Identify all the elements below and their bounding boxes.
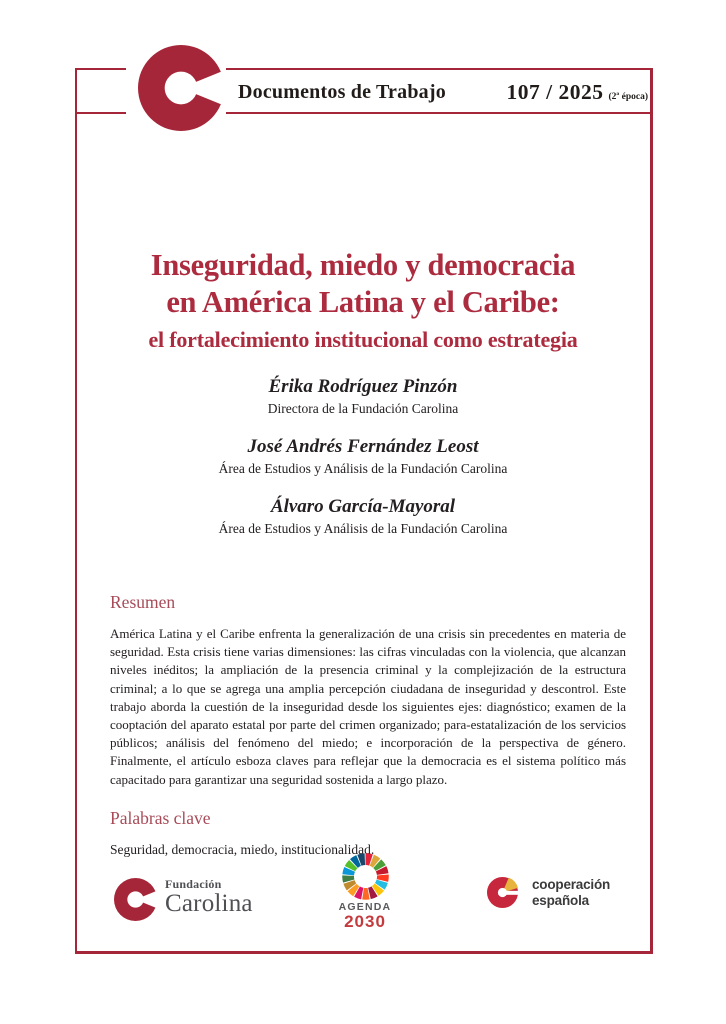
- carolina-label: Carolina: [165, 890, 253, 917]
- abstract-section: [110, 591, 626, 871]
- author-entry: [80, 435, 646, 477]
- issue-line: [380, 79, 648, 110]
- palabras-clave-heading: Palabras clave: [110, 807, 211, 828]
- authors-block: [80, 375, 646, 555]
- fundacion-carolina-c-icon: [138, 45, 224, 131]
- issue-epoch-note: (2ª época): [608, 92, 648, 102]
- agenda-label: AGENDA: [338, 901, 392, 913]
- frame-bottom-border: [75, 951, 653, 954]
- series-title: Documentos de Trabajo: [238, 81, 446, 103]
- cooperacion-espanola-wordmark: [532, 877, 610, 909]
- resumen-heading: Resumen: [110, 592, 176, 612]
- keywords-text: Seguridad, democracia, miedo, institucionalidad.: [110, 841, 375, 857]
- abstract-text: América Latina y el Caribe enfrenta la generalización de una crisis sin precedentes en materia de seguridad. Esta crisis tiene varias dimensiones: las cifras vinculadas con la violencia, que alcanzan niveles inéditos; la ampliación de la presencia criminal y la complejización de la estructura criminal; a lo que se agrega una amplia percepción ciudadana de inseguridad y descontrol. Este trabajo aborda la cuestión de la inseguridad desde los siguientes ejes: diagnóstico; examen de la cooptación del aparato estatal por parte del crimen organizado; para-estatalización de los servicios públicos; análisis del fenómeno del miedo; e incorporación de la perspectiva de género. Finalmente, el artículo esboza claves para reflejar que la democracia es el sistema político más capacitado para garantizar una seguridad sostenida a largo plazo.: [110, 626, 626, 787]
- cooperacion-label: cooperación: [532, 876, 611, 892]
- footer-logo-fundacion-carolina: [114, 874, 284, 924]
- title-line-2: en América Latina y el Caribe:: [166, 285, 560, 319]
- agenda-year-label: 2030: [344, 912, 386, 931]
- author-entry: [80, 375, 646, 417]
- sdg-wheel-icon: [342, 853, 389, 900]
- footer-logo-agenda-2030: [329, 853, 401, 931]
- author-name: Álvaro García-Mayoral: [270, 496, 456, 517]
- fundacion-carolina-wordmark: [165, 874, 284, 916]
- author-affiliation: Área de Estudios y Análisis de la Fundación Carolina: [218, 521, 508, 536]
- title-line-1: Inseguridad, miedo y democracia: [150, 248, 576, 282]
- author-affiliation: Directora de la Fundación Carolina: [267, 401, 459, 416]
- author-entry: [80, 495, 646, 537]
- author-name: José Andrés Fernández Leost: [247, 436, 479, 457]
- issue-number: 107 / 2025: [506, 80, 604, 104]
- cooperacion-espanola-e-icon: [486, 876, 519, 909]
- fundacion-label: Fundación: [165, 877, 222, 891]
- espanola-label: española: [532, 892, 589, 908]
- document-title: [80, 247, 646, 355]
- frame-left-border: [75, 68, 77, 954]
- author-affiliation: Área de Estudios y Análisis de la Fundación Carolina: [218, 461, 508, 476]
- title-line-3: el fortalecimiento institucional como estrategia: [148, 327, 578, 352]
- author-name: Érika Rodríguez Pinzón: [268, 376, 458, 397]
- footer-logo-cooperacion-espanola: [486, 876, 610, 909]
- fundacion-carolina-c-icon: [114, 878, 157, 921]
- frame-right-border: [650, 68, 653, 954]
